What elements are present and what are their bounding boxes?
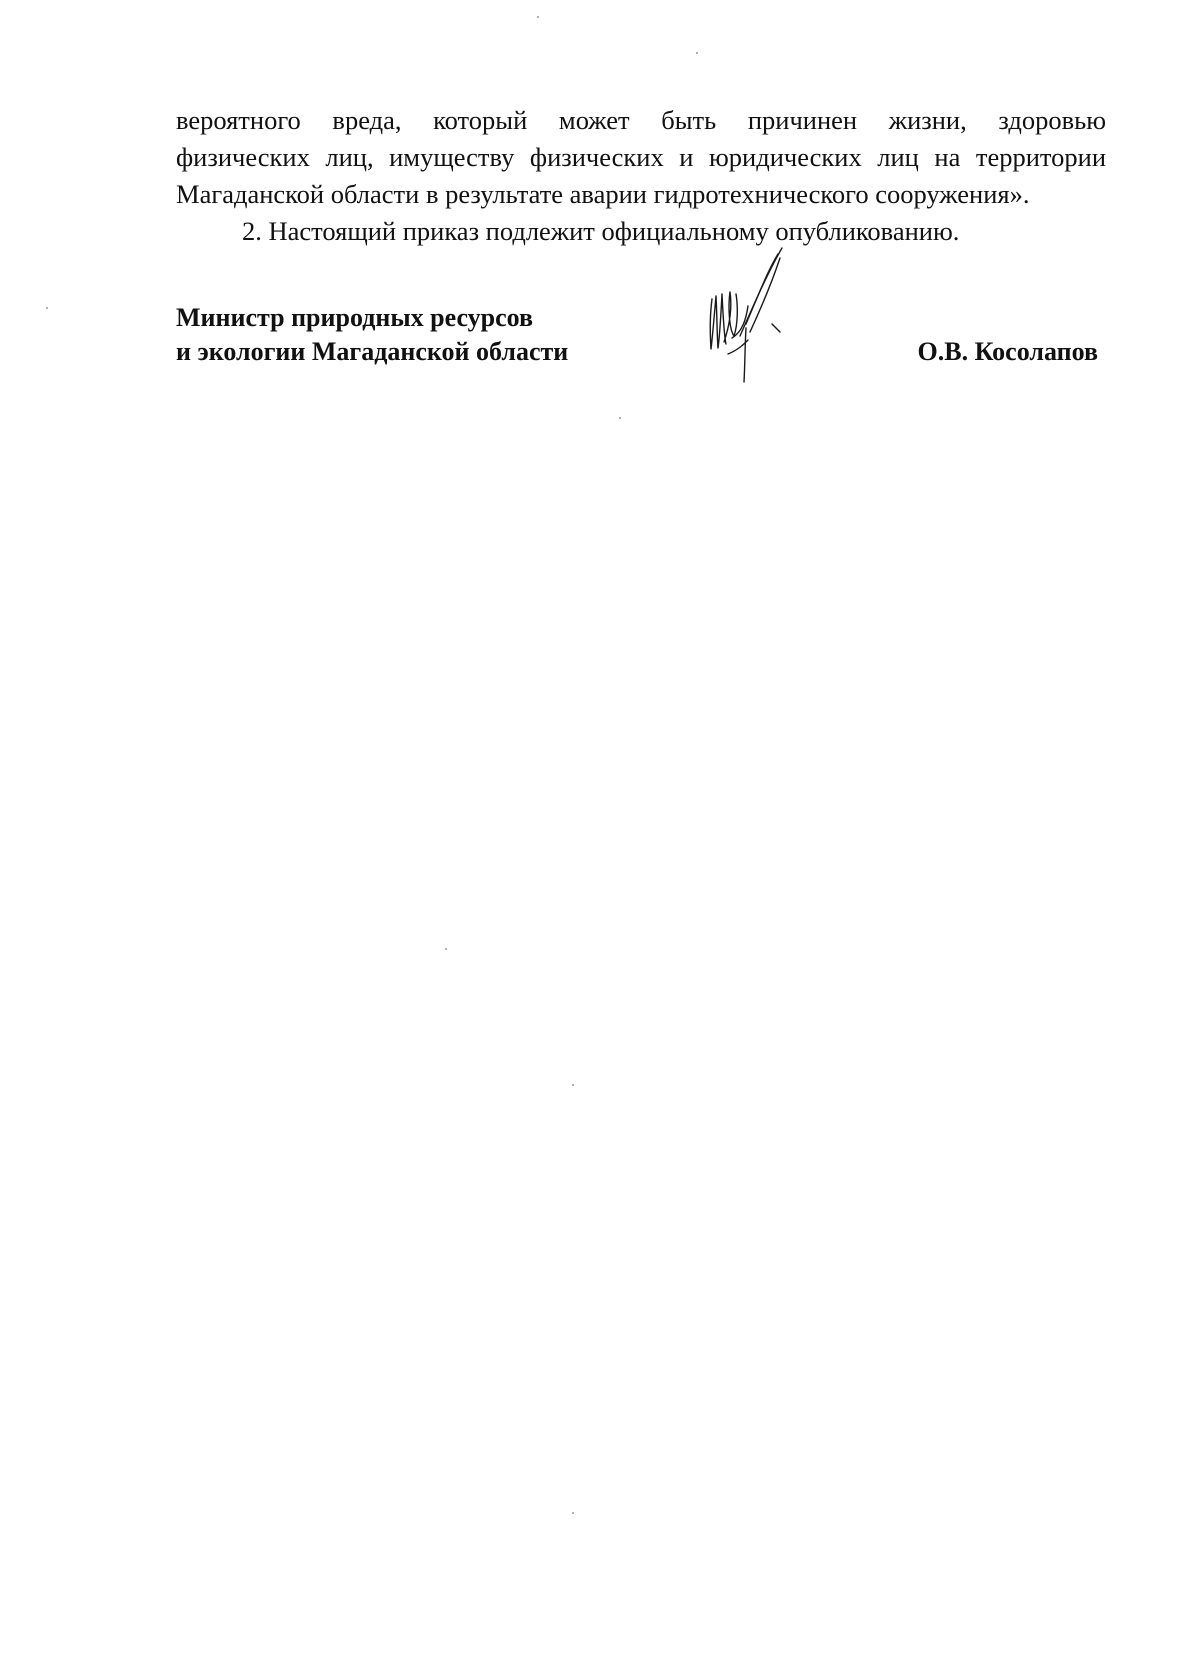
handwritten-signature <box>702 244 812 384</box>
paragraph-harm-description <box>176 102 1106 213</box>
paragraph-publication-clause: 2. Настоящий приказ подлежит официальному опубликованию. <box>242 216 960 246</box>
text-line: вероятного вреда, который может быть причинен жизни, здоровью <box>176 105 1106 135</box>
scan-speck <box>572 1512 574 1514</box>
scan-speck <box>445 948 447 950</box>
scan-speck <box>696 52 698 54</box>
text-line: Магаданской области в результате аварии гидротехнического сооружения». <box>176 179 1030 209</box>
signatory-name: О.В. Косолапов <box>917 337 1098 366</box>
text-line: физических лиц, имуществу физических и юридических лиц на территории <box>176 142 1106 172</box>
scan-speck <box>46 307 48 309</box>
signatory-title <box>176 301 568 369</box>
document-body <box>176 102 1106 250</box>
signatory-title-line: Министр природных ресурсов <box>176 303 534 332</box>
signatory-title-line: и экологии Магаданской области <box>176 337 569 366</box>
signature-block <box>176 301 1106 381</box>
scan-speck <box>619 417 621 419</box>
scan-speck <box>537 16 539 18</box>
scan-speck <box>572 1084 574 1086</box>
